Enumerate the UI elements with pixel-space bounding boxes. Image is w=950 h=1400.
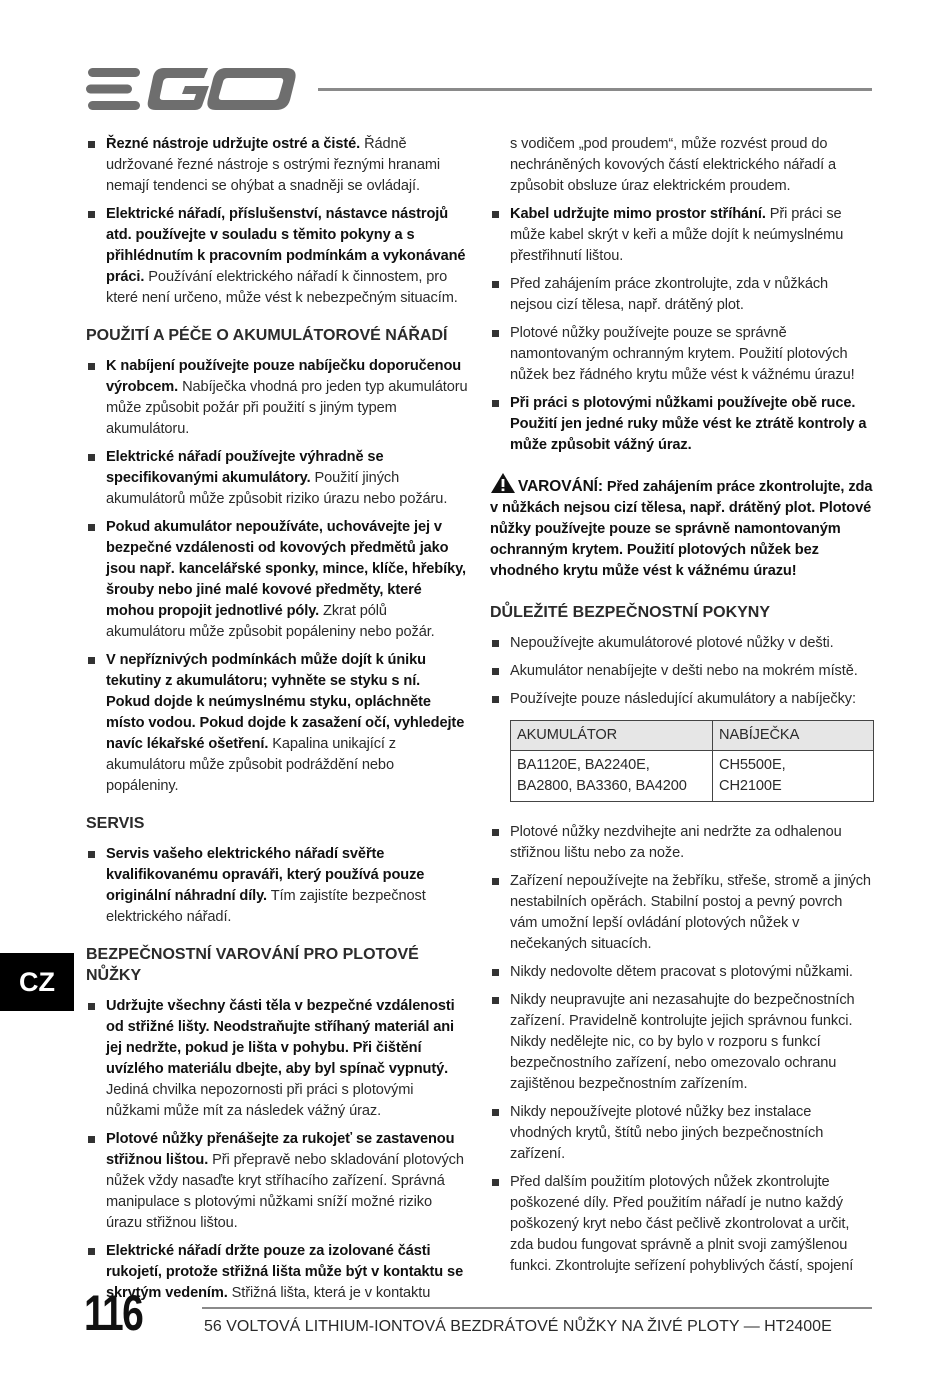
table-cell-chargers: CH5500E, CH2100E bbox=[713, 751, 874, 802]
continued-paragraph: s vodičem „pod proudem“, může rozvést proud do nechráněných kovových částí elektrického nářadí a způsobit obsluze úraz elektrickém proudem. bbox=[510, 136, 837, 194]
list-item: Před dalším použitím plotových nůžek zkontrolujte poškozené díly. Před použitím nářadí je nutno každý poškozený kryt nebo část pečlivě zkontrolovat a určit, zda budou fungovat správně a plnit svoji zamýšlenou funkci. Zkontrolujte seřízení pohyblivých částí, spojení bbox=[490, 1172, 873, 1277]
table-header-row bbox=[511, 721, 874, 751]
list-item: Před zahájením práce zkontrolujte, zda v nůžkách nejsou cizí tělesa, např. drátěný plot. bbox=[490, 274, 873, 316]
list-item: Nikdy neupravujte ani nezasahujte do bezpečnostních zařízení. Pravidelně kontrolujte jejich správnou funkci. Nikdy nedělejte nic, co by bylo v rozporu s funkcí bezpečnostního zařízení, nebo omezovalo ochranu zajištěnou bezpečnostním zařízením. bbox=[490, 990, 873, 1095]
left-column bbox=[86, 134, 468, 1311]
bullet-list-usage bbox=[490, 822, 873, 1277]
section-heading-service: SERVIS bbox=[86, 815, 145, 832]
warning-triangle-icon bbox=[490, 472, 516, 494]
bullet-list-battery bbox=[86, 356, 468, 797]
list-item: Pokud akumulátor nepoužíváte, uchovávejte jej v bezpečné vzdálenosti od kovových předmětů jako jsou např. kancelářské sponky, mince, klíče, hřebíky, šrouby nebo jiné malé kovové předměty, které mohou propojit jednotlivé póly. Zkrat pólů akumulátoru může způsobit popáleniny nebo požár. bbox=[86, 517, 468, 643]
list-item: Kabel udržujte mimo prostor stříhání. Při práci se může kabel skrýt v keři a může dojít k neúmyslnému přestřihnutí lištou. bbox=[490, 204, 873, 267]
bullet-list-rain bbox=[490, 633, 873, 710]
list-item: V nepříznivých podmínkách může dojít k úniku tekutiny z akumulátoru; vyhněte se styku s ní. Pokud dojde k neúmyslnému styku, opláchněte místo vodou. Pokud dojde k zasažení očí, vyhledejte navíc lékařské ošetření. Kapalina unikající z akumulátoru může způsobit podráždění nebo popáleniny. bbox=[86, 650, 468, 797]
bullet-list-hedge bbox=[86, 996, 468, 1304]
language-tab: CZ bbox=[0, 953, 74, 1011]
list-item: Servis vašeho elektrického nářadí svěřte kvalifikovanému opraváři, který používá pouze originální náhradní díly. Tím zajistíte bezpečnost elektrického nářadí. bbox=[86, 844, 468, 928]
section-heading-battery: POUŽITÍ A PÉČE O AKUMULÁTOROVÉ NÁŘADÍ bbox=[86, 327, 448, 344]
list-item: Akumulátor nenabíjejte v dešti nebo na mokrém místě. bbox=[490, 661, 873, 682]
table-row bbox=[511, 751, 874, 802]
ego-logo bbox=[86, 66, 298, 112]
list-item: Při práci s plotovými nůžkami používejte obě ruce. Použití jen jedné ruky může vést ke ztrátě kontroly a může způsobit vážný úraz. bbox=[490, 393, 873, 456]
list-item: Nepoužívejte akumulátorové plotové nůžky v dešti. bbox=[490, 633, 873, 654]
bullet-list-service bbox=[86, 844, 468, 928]
list-item: Plotové nůžky přenášejte za rukojeť se zastavenou střižnou lištou. Při přepravě nebo skladování plotových nůžek vždy nasaďte kryt stříhacího zařízení. Správná manipulace s plotovými nůžkami sníží možné riziko úrazu střižnou lištou. bbox=[86, 1129, 468, 1234]
battery-charger-table bbox=[510, 720, 874, 802]
section-heading-important: DŮLEŽITÉ BEZPEČNOSTNÍ POKYNY bbox=[490, 604, 771, 621]
list-item: Elektrické nářadí držte pouze za izolované části rukojetí, protože střižná lišta může být v kontaktu se skrytým vedením. Střižná lišta, která je v kontaktu bbox=[86, 1241, 468, 1304]
warning-label: VAROVÁNÍ: bbox=[518, 478, 603, 495]
table-header-charger: NABÍJEČKA bbox=[713, 721, 874, 751]
list-item: Řezné nástroje udržujte ostré a čisté. Řádně udržované řezné nástroje s ostrými řeznými hranami nemají tendenci se ohýbat a snadněji se ovládají. bbox=[86, 134, 468, 197]
table-header-battery: AKUMULÁTOR bbox=[511, 721, 713, 751]
header-divider bbox=[318, 88, 872, 91]
list-item: Nikdy nedovolte dětem pracovat s plotovými nůžkami. bbox=[490, 962, 873, 983]
list-item: Nikdy nepoužívejte plotové nůžky bez instalace vhodných krytů, štítů nebo jiných bezpečnostních zařízení. bbox=[490, 1102, 873, 1165]
warning-text: Před zahájením práce zkontrolujte, zda v nůžkách nejsou cizí tělesa, např. drátěný plot. Plotové nůžky používejte pouze se správně namontovaným ochranným krytem. Použití plotových nůžek bez vhodného krytu může vést k vážnému úrazu! bbox=[490, 479, 873, 579]
right-column bbox=[490, 134, 873, 1284]
list-item: Používejte pouze následující akumulátory a nabíječky: bbox=[490, 689, 873, 710]
list-item: Plotové nůžky nezdvihejte ani nedržte za odhalenou střižnou lištu nebo za nože. bbox=[490, 822, 873, 864]
list-item: Elektrické nářadí používejte výhradně se specifikovanými akumulátory. Použití jiných akumulátorů může způsobit riziko úrazu nebo požáru. bbox=[86, 447, 468, 510]
warning-block bbox=[490, 472, 873, 582]
footer-divider bbox=[202, 1307, 872, 1309]
bullet-list-top bbox=[86, 134, 468, 309]
page-number: 116 bbox=[84, 1285, 143, 1341]
table-cell-batteries: BA1120E, BA2240E, BA2800, BA3360, BA4200 bbox=[511, 751, 713, 802]
list-item: Plotové nůžky používejte pouze se správně namontovaným ochranným krytem. Použití plotových nůžek bez řádného krytu může vést k vážnému úrazu! bbox=[490, 323, 873, 386]
list-item: Zařízení nepoužívejte na žebříku, střeše, stromě a jiných nestabilních opěrách. Stabilní postoj a pevný povrch vám umožní lepší ovládání plotových nůžek v nečekaných situacích. bbox=[490, 871, 873, 955]
bullet-list-cable bbox=[490, 204, 873, 456]
list-item: Elektrické nářadí, příslušenství, nástavce nástrojů atd. používejte v souladu s těmito pokyny a s přihlédnutím k pracovním podmínkám a vykonávané práci. Používání elektrického nářadí k činnostem, pro které není určeno, může vést k nebezpečným situacím. bbox=[86, 204, 468, 309]
list-item: K nabíjení používejte pouze nabíječku doporučenou výrobcem. Nabíječka vhodná pro jeden typ akumulátoru může způsobit požár při použití s jiným typem akumulátoru. bbox=[86, 356, 468, 440]
footer-title: 56 VOLTOVÁ LITHIUM-IONTOVÁ BEZDRÁTOVÉ NŮŽKY NA ŽIVÉ PLOTY — HT2400E bbox=[204, 1318, 832, 1335]
list-item: Udržujte všechny části těla v bezpečné vzdálenosti od střižné lišty. Neodstraňujte stříhaný materiál ani jej nedržte, pokud je lišta v pohybu. Při čištění uvízlého materiálu dbejte, aby byl spínač vypnutý. Jediná chvilka nepozornosti při práci s plotovými nůžkami může mít za následek vážný úraz. bbox=[86, 996, 468, 1122]
section-heading-hedge-trimmer: BEZPEČNOSTNÍ VAROVÁNÍ PRO PLOTOVÉ NŮŽKY bbox=[86, 946, 419, 984]
